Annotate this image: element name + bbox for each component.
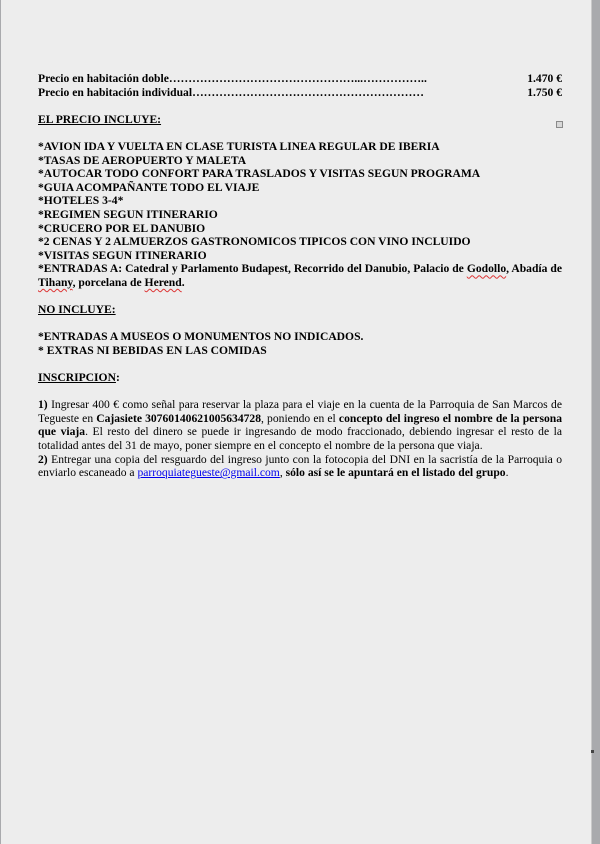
entradas-text: . (181, 275, 185, 289)
inscripcion-step-1: 1) Ingresar 400 € como señal para reservar la plaza para el viaje en la cuenta de la Parroquia de San Marcos de Tegueste en Cajasiete 30760140621005634728, poniendo en el concepto del ingreso el nombre de la persona que viaja. El resto del dinero se puede ir ingresando de modo fraccionado, debiendo ingresar el resto de la totalidad antes del 31 de mayo, poner siempre en el concepto el nombre de la persona que viaja. (38, 398, 562, 453)
document-body (38, 72, 562, 480)
bank-account: Cajasiete 30760140621005634728 (96, 411, 262, 425)
spellcheck-word: Godollo (466, 262, 507, 276)
spellcheck-word: Tihany (38, 275, 73, 289)
inscripcion-heading: INSCRIPCION: (38, 371, 120, 385)
page-edge-mark (591, 750, 594, 753)
step-number: 2) (38, 452, 48, 466)
email-link[interactable]: parroquiategueste@gmail.com (137, 466, 280, 480)
excludes-item: *ENTRADAS A MUSEOS O MONUMENTOS NO INDICADOS. (38, 330, 364, 344)
price-label: Precio en habitación doble (38, 72, 169, 85)
price-leader-dots: …………………………………………...…………….. (168, 72, 427, 85)
excludes-item: * EXTRAS NI BEBIDAS EN LAS COMIDAS (38, 343, 267, 357)
inscripcion-step-2: 2) Entregar una copia del resguardo del ingreso junto con la fotocopia del DNI en la sacristía de la Parroquia o enviarlo escaneado a parroquiategueste@gmail.com, sólo así se le apuntará en el listado del grupo. (38, 452, 562, 480)
entradas-text: *ENTRADAS A: Catedral y Parlamento Budapest, Recorrido del Danubio, Palacio de (38, 262, 467, 276)
price-single-row (38, 86, 562, 100)
document-page (1, 0, 592, 844)
price-label: Precio en habitación individual (38, 85, 193, 99)
price-value: 1.470 € (527, 72, 562, 85)
price-double-row (38, 72, 562, 86)
transfer-concept: concepto del ingreso el nombre de la persona que viaja (38, 411, 562, 439)
includes-item: *CRUCERO POR EL DANUBIO (38, 221, 206, 235)
step-number: 1) (38, 398, 48, 412)
price-value: 1.750 € (527, 85, 562, 99)
includes-item: *GUIA ACOMPAÑANTE TODO EL VIAJE (38, 180, 260, 194)
includes-heading: EL PRECIO INCLUYE: (38, 112, 162, 126)
entradas-text: , porcelana de (72, 275, 145, 289)
includes-item-entradas (38, 262, 562, 289)
includes-item: *REGIMEN SEGUN ITINERARIO (38, 207, 218, 221)
includes-item: *AUTOCAR TODO CONFORT PARA TRASLADOS Y VISITAS SEGUN PROGRAMA (38, 167, 481, 181)
includes-item: *HOTELES 3-4* (38, 194, 124, 208)
closing-note: sólo así se le apuntará en el listado del grupo (285, 466, 506, 480)
includes-item: *VISITAS SEGUN ITINERARIO (38, 248, 207, 262)
price-leader-dots: …………………………………………………… (192, 85, 424, 99)
includes-item: *TASAS DE AEROPUERTO Y MALETA (38, 153, 247, 167)
excludes-heading: NO INCLUYE: (38, 303, 116, 317)
includes-item: *2 CENAS Y 2 ALMUERZOS GASTRONOMICOS TIPICOS CON VINO INCLUIDO (38, 235, 471, 249)
entradas-text: , Abadía de (506, 262, 563, 276)
includes-item: *AVION IDA Y VUELTA EN CLASE TURISTA LINEA REGULAR DE IBERIA (38, 139, 440, 153)
spellcheck-word: Herend (144, 275, 182, 289)
